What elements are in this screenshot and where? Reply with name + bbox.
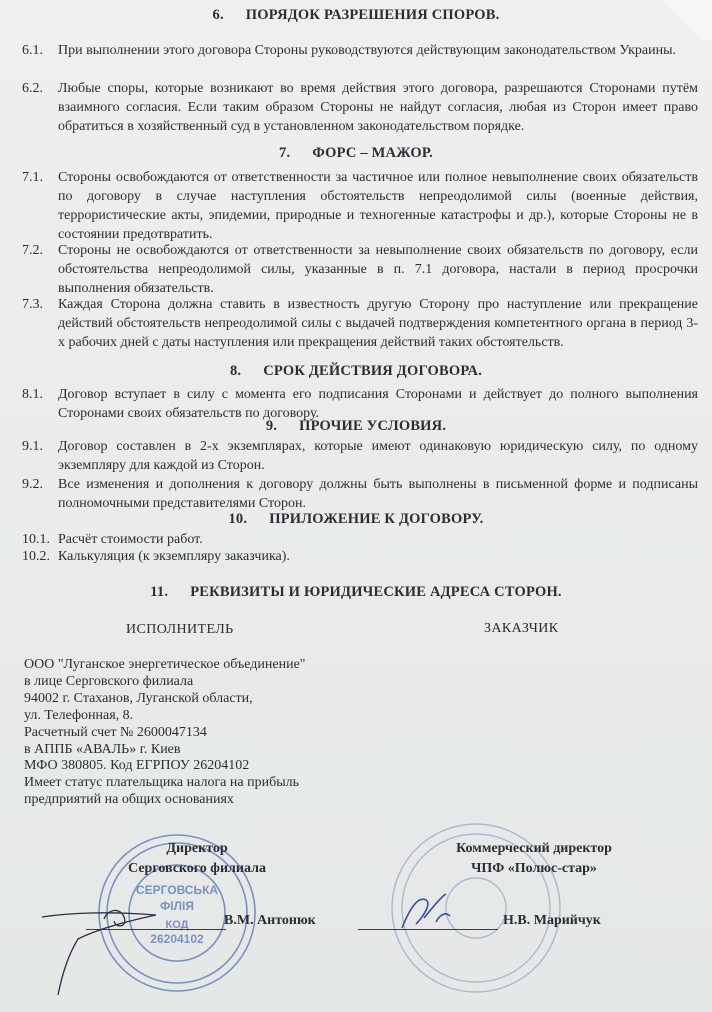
customer-handwritten-signature (396, 888, 456, 938)
section-8-heading: 8. СРОК ДЕЙСТВИЯ ДОГОВОРА. (229, 363, 483, 379)
clause-8-1: 8.1. Договор вступает в силу с момента его подписания Сторонами и действует до полного выполнения Сторонами своих обязательств по договору. (22, 387, 698, 421)
clause-7-2: 7.2. Стороны не освобождаются от ответственности за невыполнение своих обязательств по договору, если обстоятельства непреодолимой силы, указанные в п. 7.1 договора, настали в период просрочки выполнения обязательств. (22, 243, 698, 296)
requisites-line: 94002 г. Стаханов, Луганской области, (24, 690, 253, 706)
section-11-heading: 11. РЕКВИЗИТЫ И ЮРИДИЧЕСКИЕ АДРЕСА СТОРОН. (150, 584, 562, 600)
section-9-heading: 9. ПРОЧИЕ УСЛОВИЯ. (265, 418, 447, 434)
requisites-line: Имеет статус плательщика налога на прибыль (24, 775, 299, 791)
requisites-line: ул. Телефонная, 8. (24, 707, 134, 723)
clause-7-1: 7.1. Стороны освобождаются от ответственности за частичное или полное невыполнение своих обязательств по договору в случае наступления обстоятельств непреодолимой силы (военные действия, террористические акты, эпидемии, природные и техногенные катастрофы и др.), которые Стороны не в состоянии предотвратить. (22, 170, 698, 242)
stamp-line-1: СЕРГОВСЬКА (135, 883, 219, 897)
executor-handwritten-signature (38, 895, 168, 1005)
stamp-line-2: ФІЛІЯ (160, 899, 194, 913)
requisites-line: ООО "Луганское энергетическое объединение" (24, 657, 306, 672)
executor-signatory-role: Директор Серговского филиала (128, 841, 266, 876)
customer-signatory-role: Коммерческий директор ЧПФ «Полюс-стар» (456, 841, 612, 876)
clause-9-1: 9.1. Договор составлен в 2-х экземплярах, которые имеют одинаковую юридическую силу, по одному экземпляру для каждой из Сторон. (22, 439, 698, 473)
section-10-heading: 10. ПРИЛОЖЕНИЕ К ДОГОВОРУ. (228, 511, 484, 527)
section-7-heading: 7. ФОРС – МАЖОР. (279, 145, 433, 161)
section-6-heading: 6. ПОРЯДОК РАЗРЕШЕНИЯ СПОРОВ. (212, 7, 500, 23)
executor-label: ИСПОЛНИТЕЛЬ (126, 622, 234, 637)
requisites-line: Расчетный счет № 2600047134 (24, 724, 207, 740)
clause-10-1: 10.1. Расчёт стоимости работ. (22, 532, 203, 547)
clause-9-2: 9.2. Все изменения и дополнения к договору должны быть выполнены в письменной форме и подписаны полномочными представителями Сторон. (22, 477, 698, 511)
stamp-line-3: КОД (165, 919, 189, 931)
stamp-line-4: 26204102 (150, 932, 204, 946)
clause-6-2: 6.2. Любые споры, которые возникают во время действия этого договора, разрешаются Сторонами путём взаимного согласия. Если таким образом Стороны не найдут согласия, любая из Сторон имеет право обратиться в хозяйственный суд в установленном законодательством порядке. (22, 81, 698, 134)
requisites-line: МФО 380805. Код ЕГРПОУ 26204102 (24, 758, 250, 774)
clause-6-1: 6.1. При выполнении этого договора Стороны руководствуются действующим законодательством Украины. (22, 43, 676, 58)
requisites-line: в АППБ «АВАЛЬ» г. Киев (24, 741, 181, 757)
executor-requisites (24, 657, 384, 809)
customer-label: ЗАКАЗЧИК (484, 621, 559, 636)
executor-signatory-name: В.М. Антонюк (224, 913, 316, 928)
customer-signatory-name: Н.В. Марийчук (503, 913, 601, 928)
requisites-line: предприятий на общих основаниях (24, 792, 234, 808)
clause-7-3: 7.3. Каждая Сторона должна ставить в известность другую Сторону про наступление или прекращение действий обстоятельств непреодолимой силы с выдачей подтверждения компетентного органа в период 3-х рабочих дней с даты наступления или прекращения действий таких обстоятельств. (22, 297, 698, 350)
clause-10-2: 10.2. Калькуляция (к экземпляру заказчика). (22, 549, 290, 564)
requisites-line: в лице Серговского филиала (24, 673, 194, 689)
